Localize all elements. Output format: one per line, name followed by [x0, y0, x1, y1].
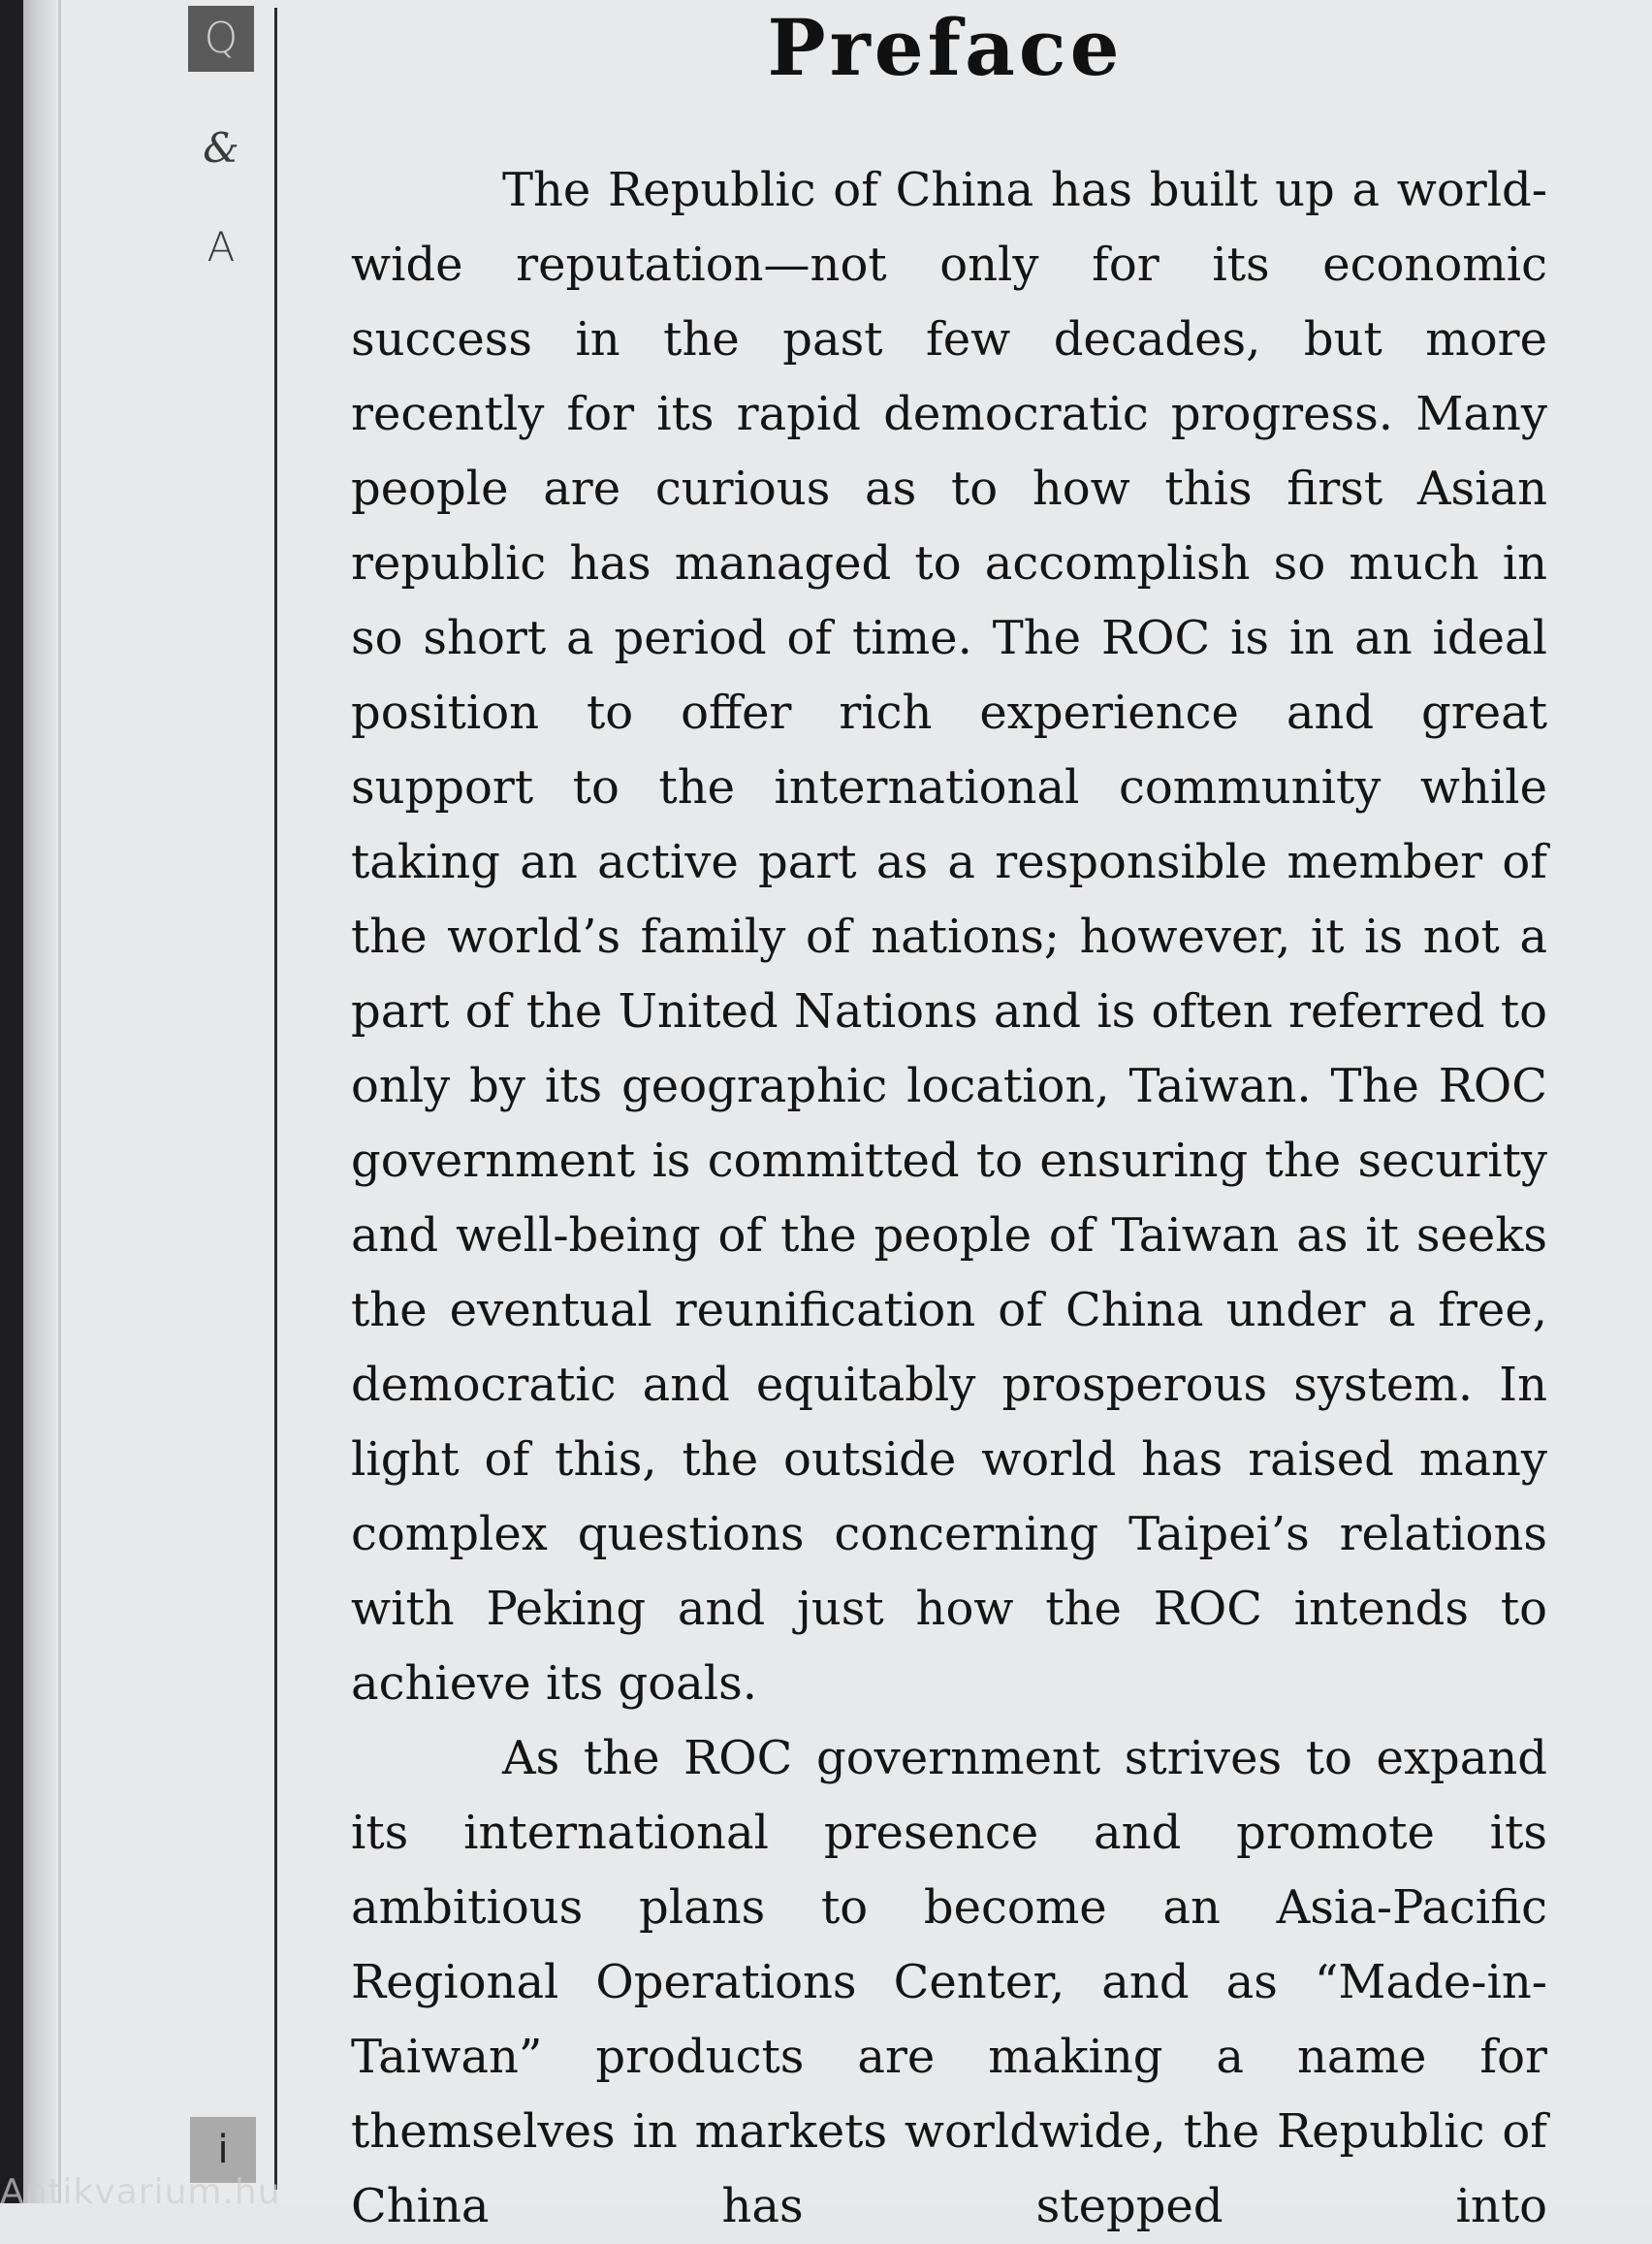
sidebar-ampersand: & [203, 124, 239, 172]
sidebar-q-box: Q [188, 6, 254, 72]
book-spine [0, 0, 23, 2203]
body-text [351, 153, 1547, 2244]
paragraph-1: The Republic of China has built up a world-wide reputation—not only for its economic success in the past few decades, but more recently for its rapid democratic progress. Many people are curious as to how this first Asian republic has managed to accomplish so much in so short a period of time. The ROC is in an ideal position to offer rich experience and great support to the international community while taking an active part as a responsible member of the world’s family of nations; however, it is not a part of the United Nations and is often referred to only by its geographic location, Taiwan. The ROC government is committed to ensuring the security and well-being of the people of Taiwan as it seeks the eventual reunification of China under a free, democratic and equitably prosperous system. In light of this, the outside world has raised many complex questions concerning Taipei’s relations with Peking and just how the ROC intends to achieve its goals. [351, 163, 1547, 1711]
paragraph-2: As the ROC government strives to expand its international presence and promote its ambitious plans to become an Asia-Pacific Regional Operations Center, and as “Made-in-Taiwan” products are making a name for themselves in markets worldwide, the Republic of China has stepped into [351, 1731, 1547, 2233]
watermark: Antikvarium.hu [0, 2172, 281, 2212]
page-number-box: i [190, 2117, 256, 2183]
page-edge-line [58, 0, 61, 2203]
page-edge-shadow [23, 0, 56, 2203]
vertical-divider [274, 8, 277, 2190]
sidebar-a-letter: A [206, 223, 236, 271]
page-title: Preface [767, 2, 1124, 93]
